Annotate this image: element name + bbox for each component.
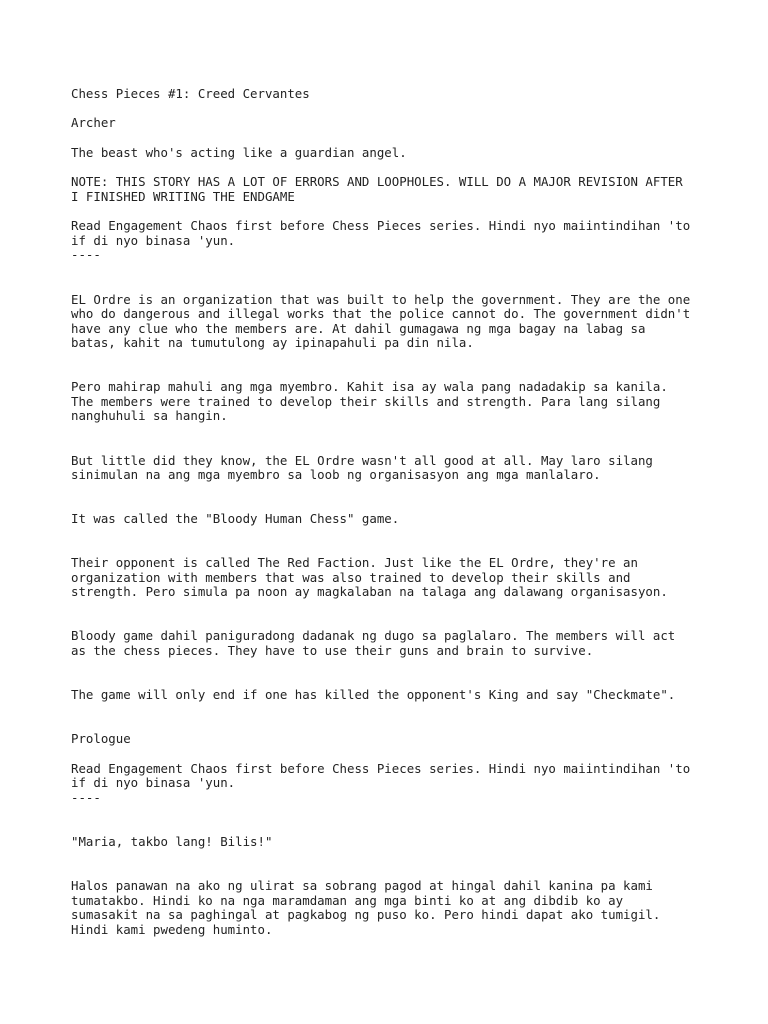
paragraph-line: It was called the "Bloody Human Chess" game. <box>71 511 400 526</box>
character-name: Archer <box>71 115 116 130</box>
tagline: The beast who's acting like a guardian angel. <box>71 145 407 160</box>
paragraph-line: have any clue who the members are. At dahil gumagawa ng mga bagay na labag sa <box>71 321 646 336</box>
paragraph-line: sumasakit na sa paghingal at pagkabog ng puso ko. Pero hindi dapat ako tumigil. <box>71 907 661 922</box>
paragraph-line: tumatakbo. Hindi ko na nga maramdaman ang mga binti ko at ang dibdib ko ay <box>71 893 624 908</box>
separator: ---- <box>71 247 101 262</box>
paragraph-line: nanghuhuli sa hangin. <box>71 408 228 423</box>
reading-notice-line: if di nyo binasa 'yun. <box>71 775 236 790</box>
paragraph-line: Hindi kami pwedeng huminto. <box>71 922 273 937</box>
paragraph-line: batas, kahit na tumutulong ay ipinapahuli pa din nila. <box>71 335 474 350</box>
dialogue-line: "Maria, takbo lang! Bilis!" <box>71 834 273 849</box>
paragraph-line: Bloody game dahil paniguradong dadanak ng dugo sa paglalaro. The members will act <box>71 628 676 643</box>
paragraph-line: EL Ordre is an organization that was built to help the government. They are the one <box>71 292 691 307</box>
paragraph-line: But little did they know, the EL Ordre wasn't all good at all. May laro silang <box>71 453 653 468</box>
reading-notice-line: if di nyo binasa 'yun. <box>71 233 236 248</box>
paragraph-line: The members were trained to develop their skills and strength. Para lang silang <box>71 394 661 409</box>
paragraph-line: Halos panawan na ako ng ulirat sa sobrang pagod at hingal dahil kanina pa kami <box>71 878 653 893</box>
separator: ---- <box>71 790 101 805</box>
reading-notice-line: Read Engagement Chaos first before Chess Pieces series. Hindi nyo maiintindihan 'to <box>71 218 691 233</box>
paragraph-line: Pero mahirap mahuli ang mga myembro. Kahit isa ay wala pang nadadakip sa kanila. <box>71 379 668 394</box>
paragraph-line: who do dangerous and illegal works that the police cannot do. The government didn't <box>71 306 691 321</box>
paragraph-line: organization with members that was also trained to develop their skills and <box>71 570 631 585</box>
paragraph-line: sinimulan na ang mga myembro sa loob ng organisasyon ang mga manlalaro. <box>71 467 601 482</box>
paragraph-line: The game will only end if one has killed the opponent's King and say "Checkmate". <box>71 687 676 702</box>
paragraph-line: as the chess pieces. They have to use their guns and brain to survive. <box>71 643 594 658</box>
document-title: Chess Pieces #1: Creed Cervantes <box>71 86 310 101</box>
reading-notice-line: Read Engagement Chaos first before Chess Pieces series. Hindi nyo maiintindihan 'to <box>71 761 691 776</box>
section-heading: Prologue <box>71 731 131 746</box>
note-line: I FINISHED WRITING THE ENDGAME <box>71 189 295 204</box>
paragraph-line: strength. Pero simula pa noon ay magkalaban na talaga ang dalawang organisasyon. <box>71 584 668 599</box>
paragraph-line: Their opponent is called The Red Faction. Just like the EL Ordre, they're an <box>71 555 638 570</box>
note-line: NOTE: THIS STORY HAS A LOT OF ERRORS AND LOOPHOLES. WILL DO A MAJOR REVISION AFTER <box>71 174 683 189</box>
